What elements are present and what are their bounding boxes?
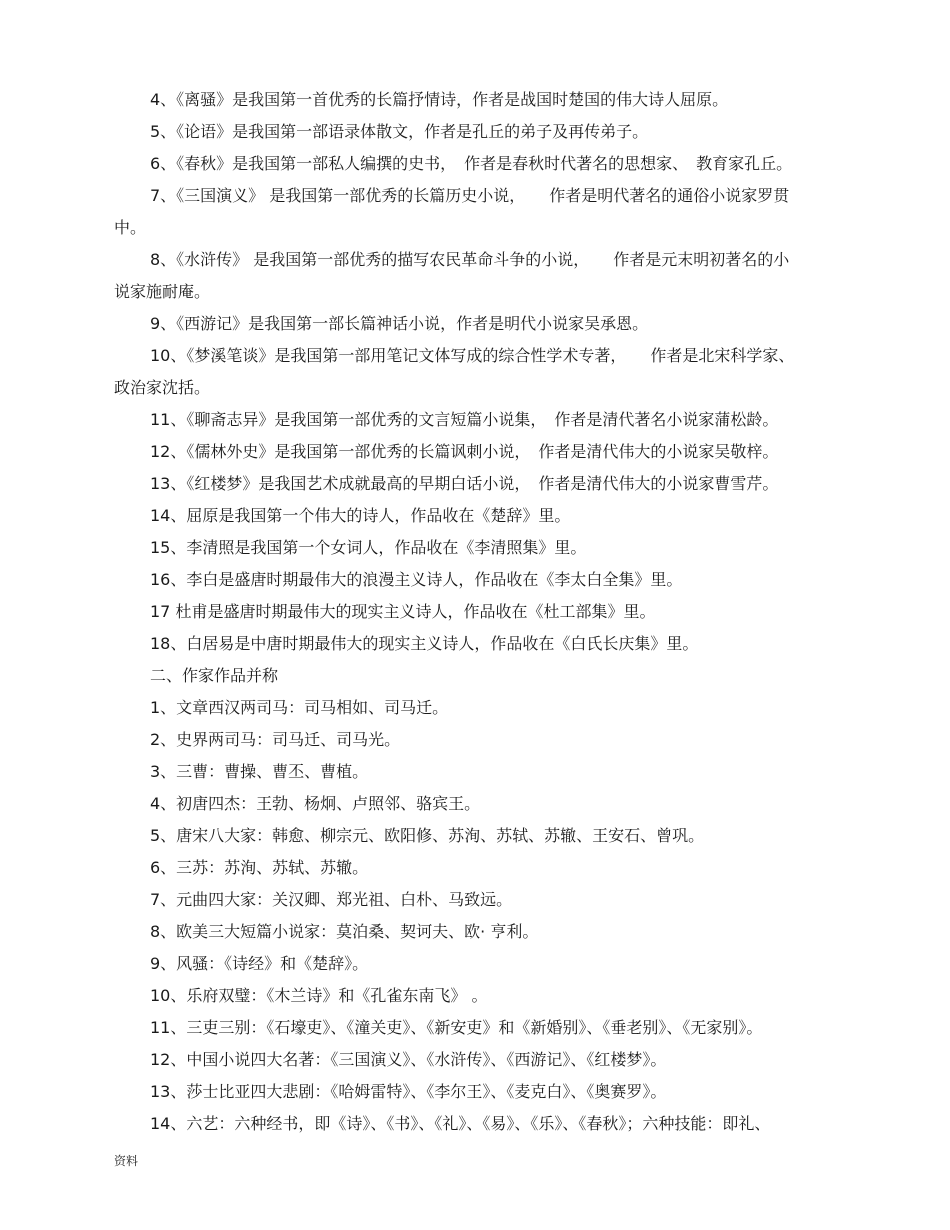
text-line: 3、三曹：曹操、曹丕、曹植。	[150, 762, 369, 781]
text-line: 二、作家作品并称	[150, 666, 279, 685]
text-line: 5、唐宋八大家：韩愈、柳宗元、欧阳修、苏洵、苏轼、苏辙、王安石、曾巩。	[150, 826, 705, 845]
text-line: 13、《红楼梦》是我国艺术成就最高的早期白话小说， 作者是清代伟大的小说家曹雪芹。	[150, 474, 779, 493]
text-line: 2、史界两司马：司马迁、司马光。	[150, 730, 401, 749]
text-line: 11、《聊斋志异》是我国第一部优秀的文言短篇小说集， 作者是清代著名小说家蒲松龄。	[150, 410, 779, 429]
text-line: 4、《离骚》是我国第一首优秀的长篇抒情诗，作者是战国时楚国的伟大诗人屈原。	[150, 90, 729, 109]
text-line: 16、李白是盛唐时期最伟大的浪漫主义诗人，作品收在《李太白全集》里。	[150, 570, 683, 589]
text-line: 1、文章西汉两司马：司马相如、司马迁。	[150, 698, 449, 717]
page-footer: 资料	[114, 1154, 139, 1168]
text-line: 政治家沈括。	[114, 378, 211, 397]
text-line: 14、屈原是我国第一个伟大的诗人，作品收在《楚辞》里。	[150, 506, 571, 525]
text-line: 7、元曲四大家：关汉卿、郑光祖、白朴、马致远。	[150, 890, 513, 909]
text-line: 7、《三国演义》 是我国第一部优秀的长篇历史小说， 作者是明代著名的通俗小说家罗贯	[150, 186, 790, 205]
text-line: 说家施耐庵。	[114, 282, 211, 301]
text-line: 5、《论语》是我国第一部语录体散文，作者是孔丘的弟子及再传弟子。	[150, 122, 649, 141]
text-line: 15、李清照是我国第一个女词人，作品收在《李清照集》里。	[150, 538, 587, 557]
text-line: 11、三吏三别：《石壕吏》、《潼关吏》、《新安吏》和《新婚别》、《垂老别》、《无家别》。	[150, 1018, 763, 1037]
text-line: 6、三苏：苏洵、苏轼、苏辙。	[150, 858, 369, 877]
text-line: 10、《梦溪笔谈》是我国第一部用笔记文体写成的综合性学术专著， 作者是北宋科学家、	[150, 346, 795, 365]
text-line: 10、乐府双璧：《木兰诗》和《孔雀东南飞》 。	[150, 986, 488, 1005]
text-line: 12、《儒林外史》是我国第一部优秀的长篇讽刺小说， 作者是清代伟大的小说家吴敬梓。	[150, 442, 779, 461]
text-line: 18、白居易是中唐时期最伟大的现实主义诗人，作品收在《白氏长庆集》里。	[150, 634, 699, 653]
text-line: 9、《西游记》是我国第一部长篇神话小说，作者是明代小说家吴承恩。	[150, 314, 649, 333]
text-line: 6、《春秋》是我国第一部私人编撰的史书， 作者是春秋时代著名的思想家、 教育家孔丘。	[150, 154, 793, 173]
text-line: 13、莎士比亚四大悲剧：《哈姆雷特》、《李尔王》、《麦克白》、《奥赛罗》。	[150, 1082, 667, 1101]
document-body	[114, 84, 844, 1140]
text-line: 4、初唐四杰：王勃、杨炯、卢照邻、骆宾王。	[150, 794, 481, 813]
text-line: 14、六艺：六种经书，即《诗》、《书》、《礼》、《易》、《乐》、《春秋》；六种技能：即礼、	[150, 1114, 771, 1133]
text-line: 9、风骚：《诗经》和《楚辞》。	[150, 954, 369, 973]
text-line: 中。	[114, 218, 147, 237]
text-line: 8、《水浒传》 是我国第一部优秀的描写农民革命斗争的小说， 作者是元末明初著名的小	[150, 250, 790, 269]
text-line: 8、欧美三大短篇小说家：莫泊桑、契诃夫、欧· 亨利。	[150, 922, 539, 941]
text-line: 12、中国小说四大名著：《三国演义》、《水浒传》、《西游记》、《红楼梦》。	[150, 1050, 667, 1069]
text-line: 17 杜甫是盛唐时期最伟大的现实主义诗人，作品收在《杜工部集》里。	[150, 602, 656, 621]
